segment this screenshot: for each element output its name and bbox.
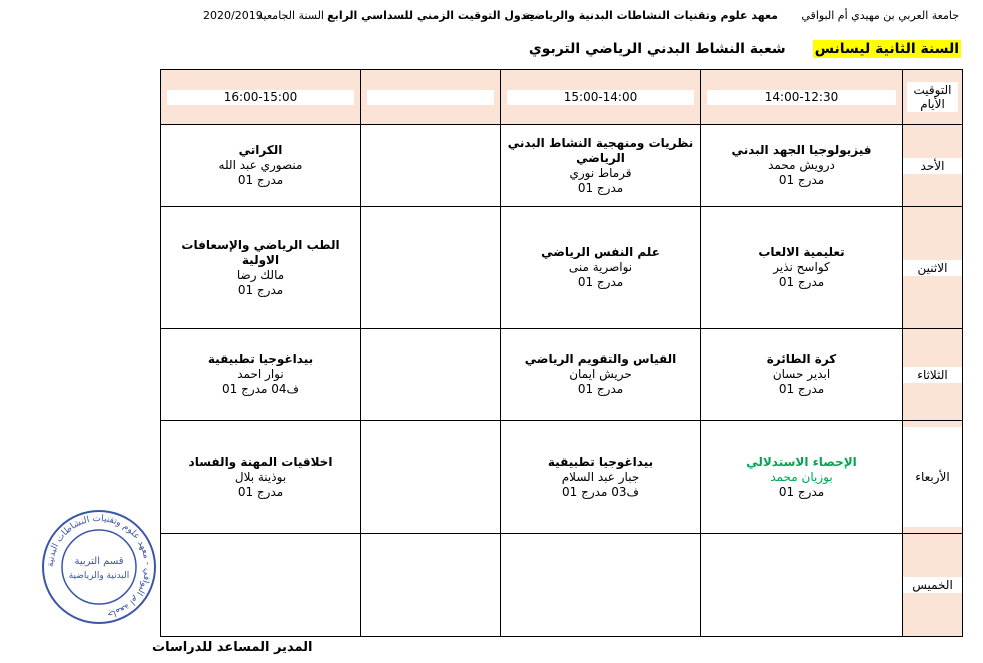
class-session	[501, 352, 700, 397]
session-cell	[161, 125, 361, 207]
room-label: ف04 مدرج 01	[222, 382, 299, 396]
teacher-name: نواصرية منى	[568, 260, 633, 274]
institution-stamp	[40, 508, 158, 626]
course-title: نظريات ومنهجية النشاط البدني الرياضي	[507, 135, 694, 165]
day-label: الأربعاء	[903, 427, 962, 527]
schedule-title: جدول التوقيت الزمني للسداسي الرابع	[327, 9, 535, 22]
university-name: جامعة العربي بن مهيدي أم البواقي	[801, 9, 959, 22]
stamp-inner-text-2: البدنية والرياضية	[68, 571, 130, 581]
session-cell	[361, 207, 501, 329]
teacher-name: مالك رضا	[236, 267, 285, 282]
class-session	[701, 245, 902, 290]
room-label: مدرج 01	[237, 282, 284, 297]
room-label: مدرج 01	[778, 484, 825, 499]
session-cell	[501, 207, 701, 329]
session-cell	[501, 421, 701, 534]
course-title: الإحصاء الاستدلالي	[746, 454, 857, 469]
day-cell	[903, 329, 963, 421]
day-row	[161, 329, 963, 421]
class-session	[161, 352, 360, 397]
class-session	[161, 455, 360, 500]
teacher-name: جبار عبد السلام	[561, 469, 640, 484]
session-cell	[161, 534, 361, 637]
teacher-name: كواسح نذير	[773, 260, 830, 274]
class-session	[501, 245, 700, 290]
session-cell	[361, 125, 501, 207]
teacher-name: بوزيان محمد	[770, 469, 833, 484]
day-label: الثلاثاء	[903, 367, 962, 383]
session-cell	[501, 125, 701, 207]
room-label: مدرج 01	[237, 484, 284, 499]
room-label: مدرج 01	[577, 382, 624, 396]
teacher-name: نوار احمد	[237, 367, 284, 381]
session-cell	[701, 534, 903, 637]
subtitle-row	[529, 38, 961, 57]
day-label: الأحد	[903, 158, 962, 174]
session-cell	[701, 125, 903, 207]
institute-name: معهد علوم وتقنيات النشاطات البدنية والرياضية	[523, 9, 778, 22]
session-cell	[161, 421, 361, 534]
stamp-inner-text-1: قسم التربية	[74, 556, 124, 567]
corner-cell	[903, 70, 963, 125]
course-title: بيداغوجيا تطبيقية	[207, 352, 314, 366]
level-label: السنة الثانية ليسانس	[814, 41, 959, 57]
session-cell	[501, 534, 701, 637]
corner-label: التوقيت الأيام	[907, 82, 958, 112]
session-cell	[701, 329, 903, 421]
class-session	[501, 136, 700, 196]
course-title: الكراتي	[238, 143, 283, 157]
session-cell	[161, 207, 361, 329]
time-slot-header	[361, 70, 501, 125]
teacher-name: ابدير حسان	[772, 367, 831, 381]
academic-year-label: السنة الجامعية	[257, 9, 324, 22]
class-session	[701, 352, 902, 397]
course-title: فيزيولوجيا الجهد البدني	[731, 143, 872, 157]
session-cell	[161, 329, 361, 421]
session-cell	[361, 329, 501, 421]
time-slot-header	[161, 70, 361, 125]
day-label: الاثنين	[903, 260, 962, 276]
session-cell	[361, 534, 501, 637]
time-slot-header	[501, 70, 701, 125]
day-cell	[903, 421, 963, 534]
time-slot-header	[701, 70, 903, 125]
time-slot-label: 14:00-12:30	[707, 90, 896, 105]
day-row	[161, 207, 963, 329]
schedule-table	[160, 69, 963, 637]
room-label: مدرج 01	[237, 173, 284, 187]
time-slot-label: 16:00-15:00	[167, 90, 354, 105]
teacher-name: درويش محمد	[768, 158, 835, 172]
course-title: الطب الرياضي والإسعافات الاولية	[181, 237, 340, 267]
session-cell	[701, 207, 903, 329]
course-title: تعليمية الالعاب	[758, 245, 845, 259]
session-cell	[701, 421, 903, 534]
teacher-name: قرماط نوري	[569, 165, 632, 180]
room-label: مدرج 01	[778, 382, 825, 396]
course-title: القياس والتقويم الرياضي	[524, 352, 677, 366]
class-session	[161, 143, 360, 188]
day-row	[161, 421, 963, 534]
time-header-row	[161, 70, 963, 125]
class-session	[161, 238, 360, 298]
room-label: مدرج 01	[778, 173, 825, 187]
course-title: علم النفس الرياضي	[541, 245, 660, 259]
day-row	[161, 125, 963, 207]
academic-year: 2020/2019	[203, 9, 263, 22]
day-row	[161, 534, 963, 637]
day-cell	[903, 534, 963, 637]
signature-label: المدير المساعد للدراسات	[152, 640, 313, 655]
teacher-name: حريش ايمان	[569, 367, 632, 381]
room-label: مدرج 01	[577, 275, 624, 289]
time-slot-label	[367, 90, 494, 105]
teacher-name: بوذينة بلال	[234, 469, 287, 484]
room-label: ف03 مدرج 01	[562, 484, 639, 499]
class-session	[501, 455, 700, 500]
room-label: مدرج 01	[577, 180, 624, 195]
course-title: كرة الطائرة	[766, 352, 837, 366]
class-session	[701, 143, 902, 188]
teacher-name: منصوري عبد الله	[218, 158, 303, 172]
course-title: اخلاقيات المهنة والفساد	[188, 454, 333, 469]
stamp-outer-text: جامعة ام البواقي - معهد علوم وتقنيات النشاطات البدنية	[45, 513, 153, 620]
day-label: الخميس	[903, 577, 962, 593]
course-title: بيداغوجيا تطبيقية	[547, 454, 654, 469]
department-label: شعبة النشاط البدني الرياضي التربوي	[528, 41, 786, 57]
time-slot-label: 15:00-14:00	[507, 90, 694, 105]
day-cell	[903, 125, 963, 207]
session-cell	[501, 329, 701, 421]
day-cell	[903, 207, 963, 329]
room-label: مدرج 01	[778, 275, 825, 289]
class-session	[701, 455, 902, 500]
session-cell	[361, 421, 501, 534]
